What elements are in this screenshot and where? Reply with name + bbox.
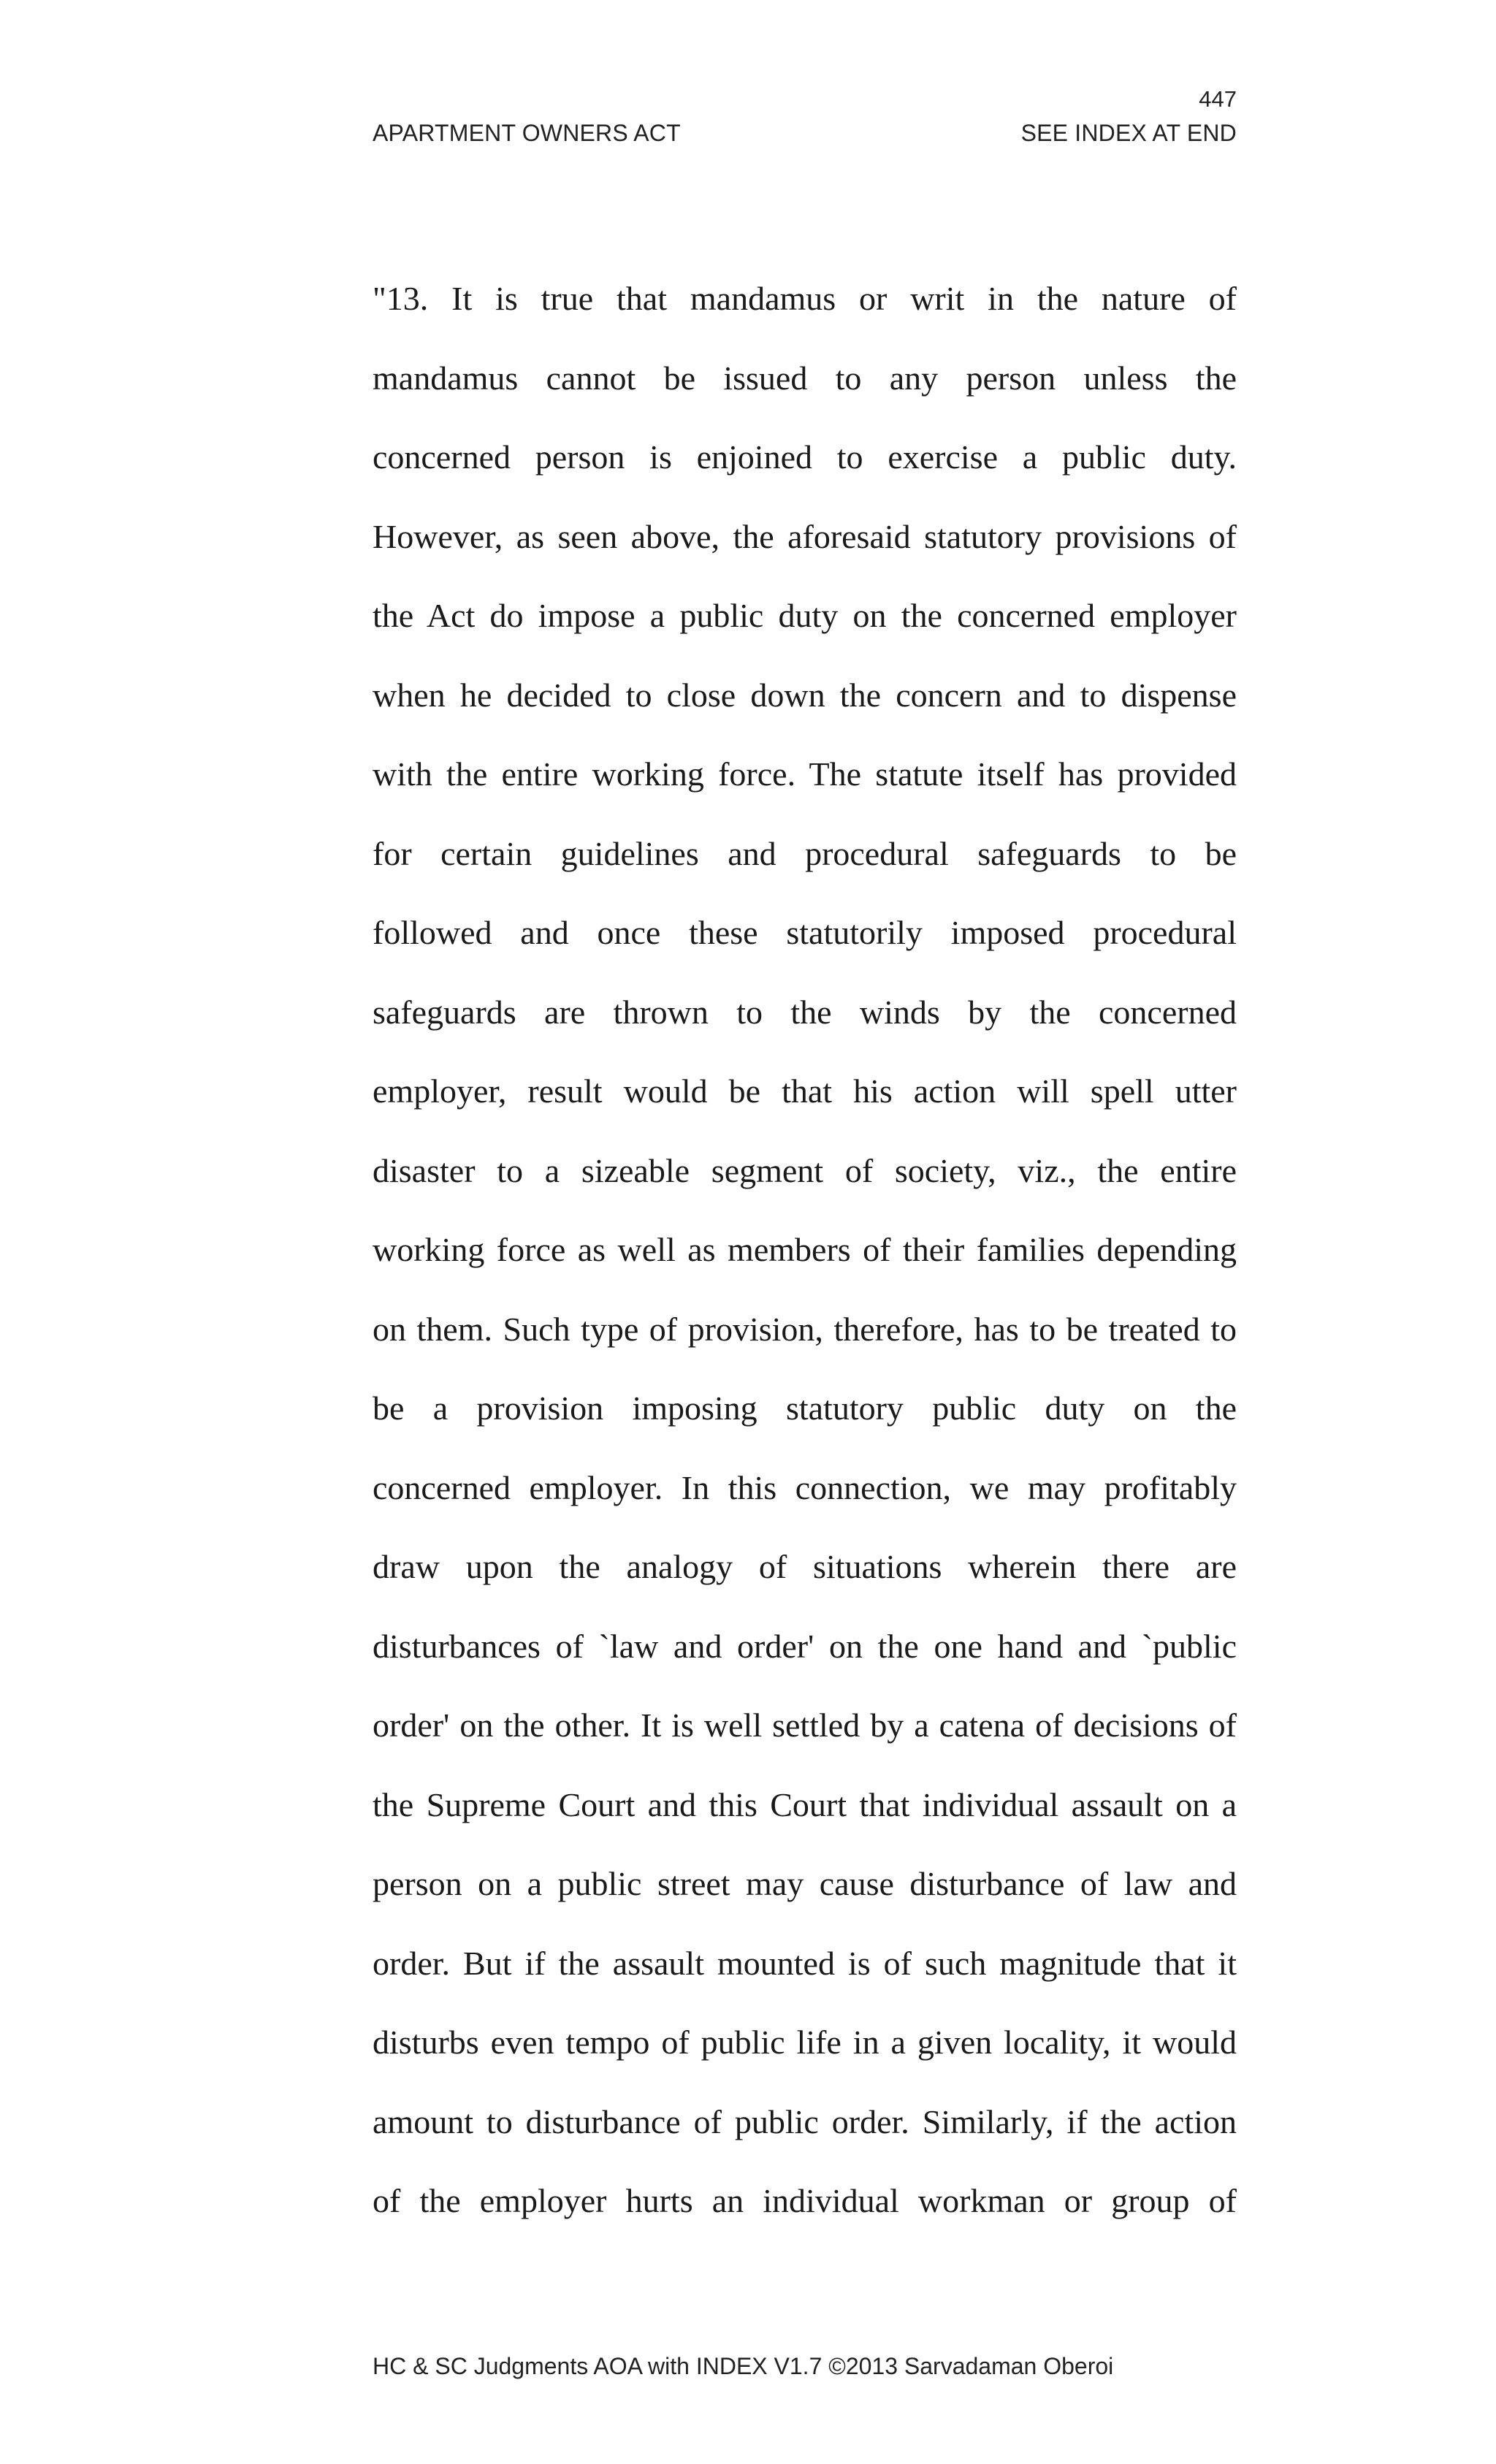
text-line: followed and once these statutorily imposed procedural [373, 914, 1237, 951]
text-line: of the employer hurts an individual workman or group of [373, 2182, 1237, 2219]
text-line: working force as well as members of their families depending [373, 1231, 1237, 1268]
text-line: safeguards are thrown to the winds by the concerned [373, 993, 1237, 1031]
text-line: the Act do impose a public duty on the concerned employer [373, 597, 1237, 634]
text-line: amount to disturbance of public order. Similarly, if the action [373, 2102, 1237, 2140]
text-line: on them. Such type of provision, therefore, has to be treated to [373, 1310, 1237, 1348]
text-line: for certain guidelines and procedural safeguards to be [373, 834, 1237, 872]
judgment-excerpt [373, 259, 1237, 2241]
text-line: order. But if the assault mounted is of such magnitude that it [373, 1944, 1237, 1982]
text-line: employer, result would be that his action will spell utter [373, 1072, 1237, 1110]
text-line: concerned person is enjoined to exercise a public duty. [373, 438, 1237, 476]
text-line: with the entire working force. The statute itself has provided [373, 755, 1237, 793]
text-line: when he decided to close down the concern and to dispense [373, 676, 1237, 714]
text-line: the Supreme Court and this Court that individual assault on a [373, 1785, 1237, 1823]
header-index-note: SEE INDEX AT END [1020, 120, 1237, 146]
text-line: mandamus cannot be issued to any person unless the [373, 359, 1237, 397]
text-line: However, as seen above, the aforesaid statutory provisions of [373, 517, 1237, 555]
text-line: concerned employer. In this connection, we may profitably [373, 1468, 1237, 1506]
footer-copyright: HC & SC Judgments AOA with INDEX V1.7 ©2013 Sarvadaman Oberoi [373, 2353, 1114, 2379]
page-number: 447 [1199, 86, 1237, 112]
text-line: person on a public street may cause disturbance of law and [373, 1865, 1237, 1902]
text-line: disturbs even tempo of public life in a given locality, it would [373, 2024, 1237, 2061]
text-line: draw upon the analogy of situations wherein there are [373, 1548, 1237, 1585]
text-line: "13. It is true that mandamus or writ in the nature of [373, 280, 1237, 317]
header-title: APARTMENT OWNERS ACT [373, 120, 681, 146]
text-line: disturbances of `law and order' on the one hand and `public [373, 1627, 1237, 1665]
running-header [373, 120, 1237, 147]
text-line: disaster to a sizeable segment of society, viz., the entire [373, 1151, 1237, 1189]
text-line: be a provision imposing statutory public duty on the [373, 1389, 1237, 1427]
text-line: order' on the other. It is well settled by a catena of decisions of [373, 1706, 1237, 1744]
